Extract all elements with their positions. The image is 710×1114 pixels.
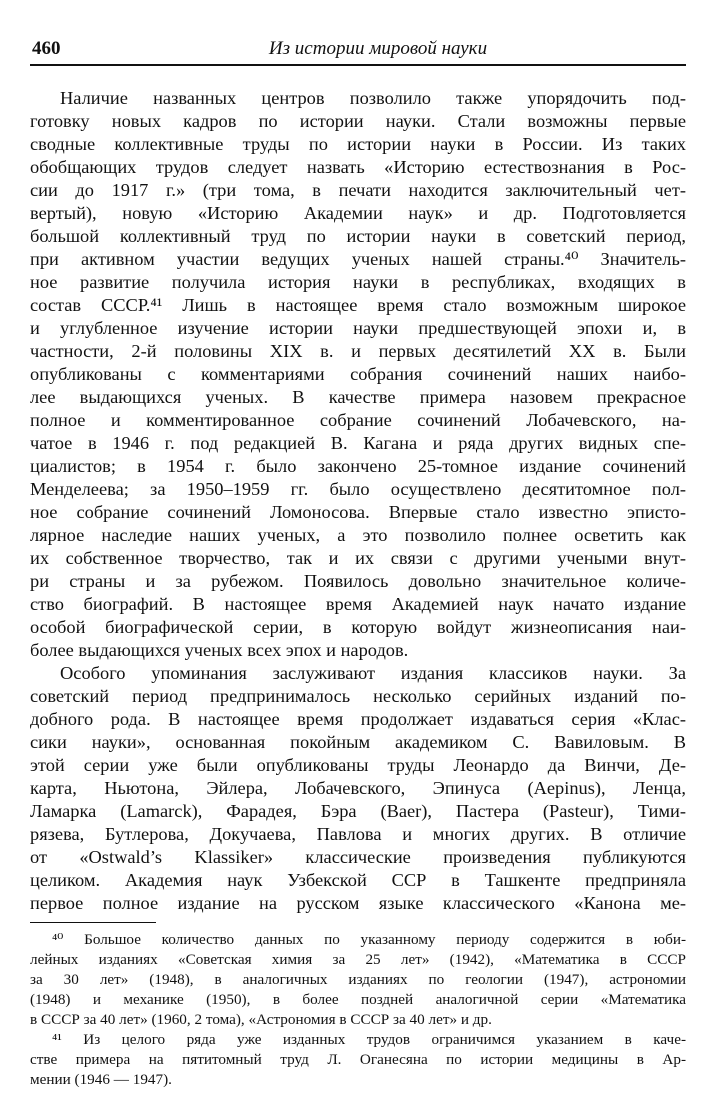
running-title: Из истории мировой науки — [268, 38, 488, 59]
footnote-line: ⁴¹ Из целого ряда уже изданных трудов ограничимся указанием в каче- — [52, 1031, 686, 1048]
text-line: рязева, Бутлерова, Докучаева, Павлова и многих других. В отличие — [30, 824, 686, 844]
text-line: советский период предпринималось несколько серийных изданий по- — [30, 686, 686, 706]
footnote-line: в СССР за 40 лет» (1960, 2 тома), «Астрономия в СССР за 40 лет» и др. — [30, 1011, 492, 1028]
text-line: чатое в 1946 г. под редакцией В. Кагана и ряда других видных спе- — [30, 433, 686, 453]
page-header — [30, 38, 686, 66]
footnote-line: лейных изданиях «Советская химия за 25 лет» (1942), «Математика в СССР — [30, 951, 686, 968]
text-line: более выдающихся ученых всех эпох и народов. — [30, 640, 409, 660]
text-line: карта, Ньютона, Эйлера, Лобачевского, Эпинуса (Aepinus), Ленца, — [30, 778, 686, 798]
footnote-line: за 30 лет» (1948), в аналогичных изданиях по геологии (1947), астрономии — [30, 971, 686, 988]
text-line: большой коллективный труд по истории науки в советский период, — [30, 226, 686, 246]
text-line: сводные коллективные труды по истории науки в России. Из таких — [30, 134, 686, 154]
text-line: первое полное издание на русском языке классического «Канона ме- — [30, 893, 686, 913]
text-line: ное собрание сочинений Ломоносова. Впервые стало известно эписто- — [30, 502, 686, 522]
text-line: лярное наследие наших ученых, а это позволило полнее осветить как — [30, 525, 686, 545]
text-line: состав СССР.⁴¹ Лишь в настоящее время стало возможным широкое — [30, 295, 686, 315]
footnote-line: (1948) и механике (1950), в более поздней аналогичной серии «Математика — [30, 991, 686, 1008]
text-line: этой серии уже были опубликованы труды Леонардо да Винчи, Де- — [30, 755, 686, 775]
text-line: их собственное творчество, так и их связи с другими учеными внут- — [30, 548, 686, 568]
footnote-line: стве примера на пятитомный труд Л. Оганесяна по истории медицины в Ар- — [30, 1051, 686, 1068]
text-line: целиком. Академия наук Узбекской ССР в Ташкенте предприняла — [30, 870, 686, 890]
text-line: от «Ostwald’s Klassiker» классические произведения публикуются — [30, 847, 686, 867]
text-line: при активном участии ведущих ученых нашей страны.⁴⁰ Значитель- — [30, 249, 686, 269]
text-line: добного рода. В настоящее время продолжает издаваться серия «Клас- — [30, 709, 686, 729]
text-line: сики науки», основанная покойным академиком С. Вавиловым. В — [30, 732, 686, 752]
text-line: и углубленное изучение истории науки предшествующей эпохи и, в — [30, 318, 686, 338]
text-line: циалистов; в 1954 г. было закончено 25-томное издание сочинений — [30, 456, 686, 476]
text-line: вертый), новую «Историю Академии наук» и др. Подготовляется — [30, 203, 686, 223]
text-line: обобщающих трудов следует назвать «Историю естествознания в Рос- — [30, 157, 686, 177]
footnote-line: мении (1946 — 1947). — [30, 1071, 172, 1088]
text-line: Менделеева; за 1950–1959 гг. было осуществлено десятитомное пол- — [30, 479, 686, 499]
text-line: ное развитие получила история науки в республиках, входящих в — [30, 272, 686, 292]
text-line: ри страны и за рубежом. Появилось довольно значительное количе- — [30, 571, 686, 591]
page-number: 460 — [32, 38, 61, 59]
footnote-line: ⁴⁰ Большое количество данных по указанному периоду содержится в юби- — [52, 931, 686, 948]
text-line: лее выдающихся ученых. В качестве примера назовем прекрасное — [30, 387, 686, 407]
text-line: Ламарка (Lamarck), Фарадея, Бэра (Baer), Пастера (Pasteur), Тими- — [30, 801, 686, 821]
text-line: полное и комментированное собрание сочинений Лобачевского, на- — [30, 410, 686, 430]
text-line: готовку новых кадров по истории науки. Стали возможны первые — [30, 111, 686, 131]
text-line: особой биографической серии, в которую войдут жизнеописания наи- — [30, 617, 686, 637]
footnote-divider — [30, 922, 156, 923]
text-line: опубликованы с комментариями собрания сочинений наших наибо- — [30, 364, 686, 384]
text-line: Наличие названных центров позволило также упорядочить под- — [60, 88, 686, 108]
text-line: ство биографий. В настоящее время Академией наук начато издание — [30, 594, 686, 614]
text-line: Особого упоминания заслуживают издания классиков науки. За — [60, 663, 686, 683]
text-line: сии до 1917 г.» (три тома, в печати находится заключительный чет- — [30, 180, 686, 200]
text-line: частности, 2-й половины XIX в. и первых десятилетий XX в. Были — [30, 341, 686, 361]
